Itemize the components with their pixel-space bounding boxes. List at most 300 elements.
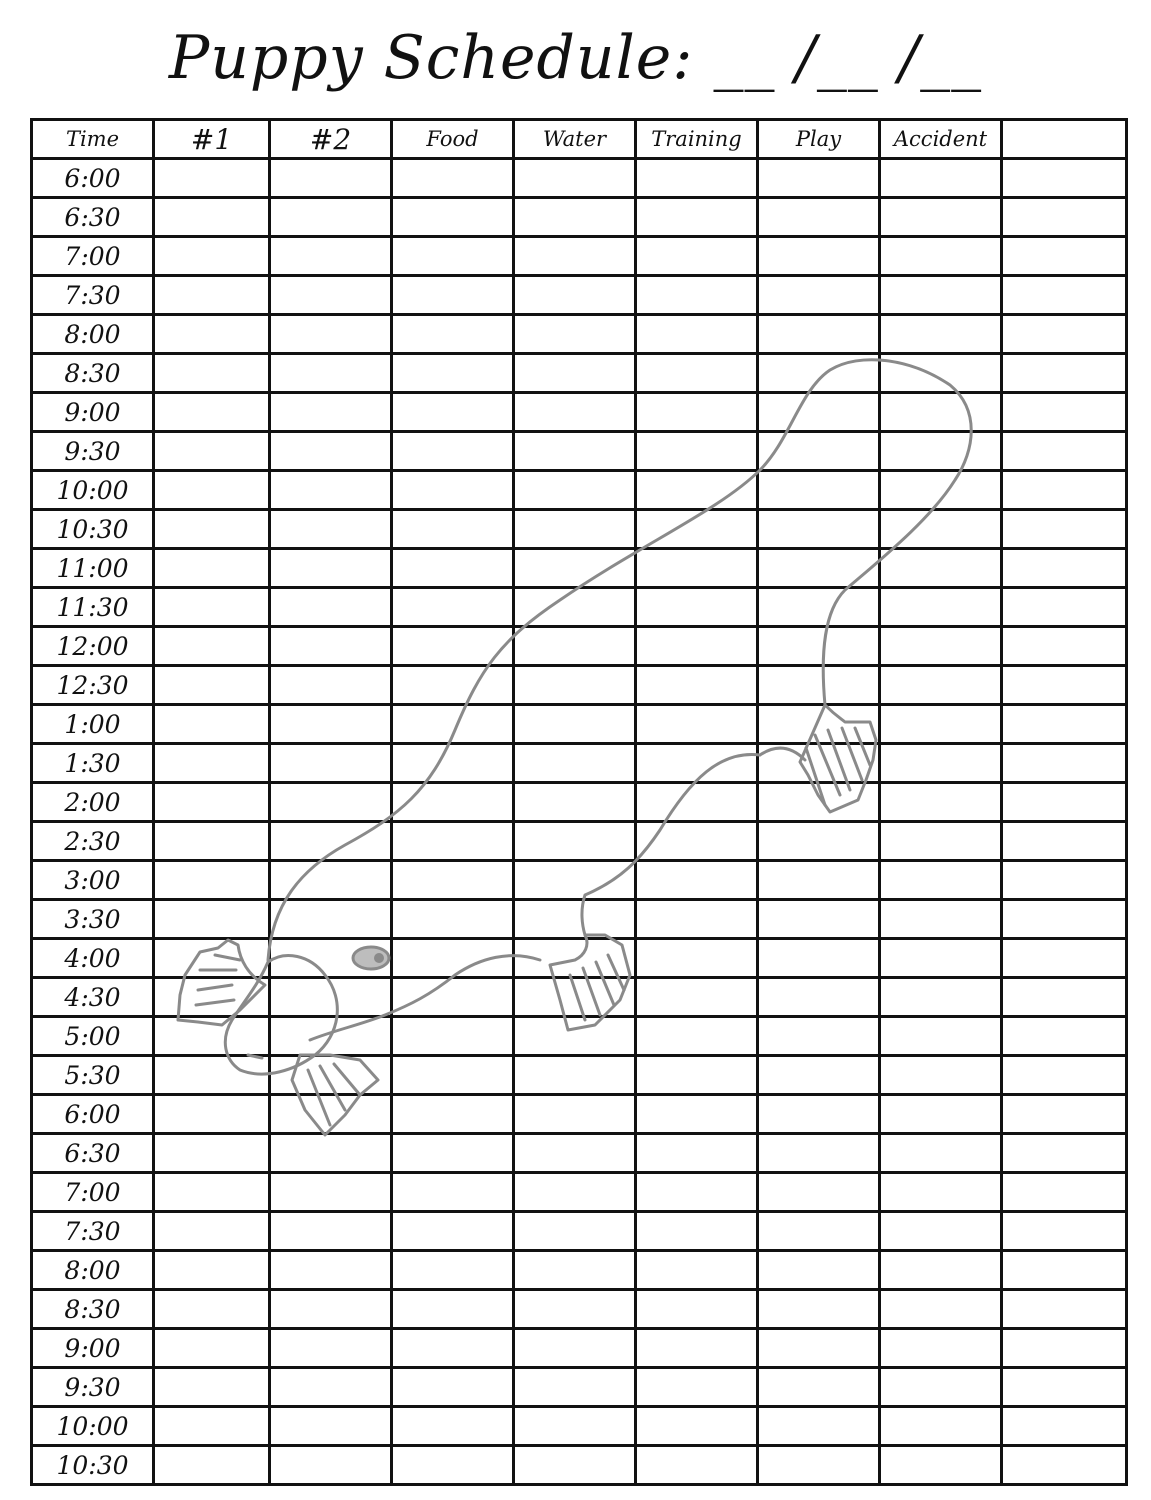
schedule-entry-cell[interactable] [392, 393, 514, 432]
schedule-entry-cell[interactable] [270, 1173, 392, 1212]
schedule-entry-cell[interactable] [270, 1368, 392, 1407]
schedule-entry-cell[interactable] [758, 627, 880, 666]
schedule-entry-cell[interactable] [758, 588, 880, 627]
schedule-entry-cell[interactable] [514, 705, 636, 744]
schedule-entry-cell[interactable] [270, 783, 392, 822]
schedule-entry-cell[interactable] [392, 198, 514, 237]
table-row [32, 705, 1127, 744]
column-header-accident: Accident [880, 120, 1002, 159]
schedule-entry-cell[interactable] [880, 1056, 1002, 1095]
schedule-entry-cell[interactable] [392, 315, 514, 354]
schedule-entry-cell[interactable] [758, 315, 880, 354]
schedule-entry-cell[interactable] [154, 1329, 270, 1368]
schedule-entry-cell[interactable] [154, 393, 270, 432]
table-row [32, 198, 1127, 237]
schedule-entry-cell[interactable] [392, 588, 514, 627]
schedule-entry-cell[interactable] [880, 939, 1002, 978]
schedule-entry-cell[interactable] [154, 1134, 270, 1173]
schedule-entry-cell[interactable] [758, 861, 880, 900]
schedule-entry-cell[interactable] [270, 822, 392, 861]
table-row [32, 1329, 1127, 1368]
schedule-entry-cell[interactable] [392, 744, 514, 783]
schedule-entry-cell[interactable] [392, 1212, 514, 1251]
schedule-entry-cell[interactable] [636, 861, 758, 900]
schedule-entry-cell[interactable] [154, 315, 270, 354]
schedule-entry-cell[interactable] [758, 159, 880, 198]
schedule-entry-cell[interactable] [880, 354, 1002, 393]
schedule-entry-cell[interactable] [270, 354, 392, 393]
schedule-entry-cell[interactable] [880, 315, 1002, 354]
schedule-entry-cell[interactable] [392, 900, 514, 939]
schedule-entry-cell[interactable] [636, 1095, 758, 1134]
schedule-entry-cell[interactable] [758, 198, 880, 237]
schedule-entry-cell[interactable] [514, 1446, 636, 1485]
schedule-entry-cell[interactable] [514, 900, 636, 939]
schedule-entry-cell[interactable] [270, 861, 392, 900]
schedule-entry-cell[interactable] [154, 783, 270, 822]
schedule-entry-cell[interactable] [392, 705, 514, 744]
schedule-entry-cell[interactable] [758, 744, 880, 783]
schedule-entry-cell[interactable] [392, 783, 514, 822]
schedule-entry-cell[interactable] [636, 1290, 758, 1329]
schedule-entry-cell[interactable] [880, 1017, 1002, 1056]
schedule-entry-cell[interactable] [392, 939, 514, 978]
schedule-entry-cell[interactable] [758, 1056, 880, 1095]
column-header-blank [1002, 120, 1127, 159]
schedule-entry-cell[interactable] [154, 627, 270, 666]
schedule-entry-cell[interactable] [758, 237, 880, 276]
schedule-entry-cell[interactable] [758, 393, 880, 432]
schedule-entry-cell[interactable] [270, 1134, 392, 1173]
schedule-entry-cell[interactable] [758, 549, 880, 588]
schedule-entry-cell[interactable] [636, 1212, 758, 1251]
schedule-entry-cell[interactable] [514, 978, 636, 1017]
schedule-entry-cell[interactable] [1002, 822, 1127, 861]
schedule-entry-cell[interactable] [880, 237, 1002, 276]
schedule-entry-cell[interactable] [514, 1290, 636, 1329]
schedule-entry-cell[interactable] [154, 1212, 270, 1251]
schedule-entry-cell[interactable] [514, 1251, 636, 1290]
schedule-entry-cell[interactable] [154, 237, 270, 276]
schedule-entry-cell[interactable] [880, 1368, 1002, 1407]
schedule-entry-cell[interactable] [1002, 1212, 1127, 1251]
schedule-entry-cell[interactable] [392, 432, 514, 471]
schedule-entry-cell[interactable] [514, 315, 636, 354]
schedule-entry-cell[interactable] [514, 1407, 636, 1446]
schedule-entry-cell[interactable] [1002, 1368, 1127, 1407]
schedule-entry-cell[interactable] [392, 549, 514, 588]
schedule-entry-cell[interactable] [154, 432, 270, 471]
schedule-entry-cell[interactable] [1002, 159, 1127, 198]
schedule-entry-cell[interactable] [636, 822, 758, 861]
schedule-entry-cell[interactable] [270, 432, 392, 471]
schedule-entry-cell[interactable] [880, 900, 1002, 939]
schedule-entry-cell[interactable] [880, 1212, 1002, 1251]
schedule-entry-cell[interactable] [636, 510, 758, 549]
schedule-entry-cell[interactable] [514, 1056, 636, 1095]
schedule-entry-cell[interactable] [392, 159, 514, 198]
schedule-entry-cell[interactable] [514, 588, 636, 627]
schedule-entry-cell[interactable] [392, 1251, 514, 1290]
schedule-entry-cell[interactable] [270, 198, 392, 237]
schedule-entry-cell[interactable] [880, 1329, 1002, 1368]
schedule-entry-cell[interactable] [1002, 315, 1127, 354]
schedule-entry-cell[interactable] [758, 1173, 880, 1212]
schedule-entry-cell[interactable] [1002, 1251, 1127, 1290]
schedule-entry-cell[interactable] [392, 354, 514, 393]
schedule-entry-cell[interactable] [154, 1251, 270, 1290]
schedule-entry-cell[interactable] [154, 1290, 270, 1329]
schedule-entry-cell[interactable] [270, 588, 392, 627]
schedule-entry-cell[interactable] [1002, 276, 1127, 315]
schedule-entry-cell[interactable] [270, 1056, 392, 1095]
time-cell: 12:00 [32, 627, 154, 666]
schedule-entry-cell[interactable] [636, 354, 758, 393]
schedule-entry-cell[interactable] [758, 432, 880, 471]
schedule-entry-cell[interactable] [514, 510, 636, 549]
schedule-entry-cell[interactable] [514, 276, 636, 315]
schedule-entry-cell[interactable] [1002, 1134, 1127, 1173]
schedule-entry-cell[interactable] [880, 705, 1002, 744]
schedule-entry-cell[interactable] [1002, 1290, 1127, 1329]
schedule-entry-cell[interactable] [154, 549, 270, 588]
schedule-entry-cell[interactable] [880, 588, 1002, 627]
schedule-entry-cell[interactable] [270, 549, 392, 588]
schedule-entry-cell[interactable] [758, 510, 880, 549]
schedule-entry-cell[interactable] [154, 198, 270, 237]
schedule-entry-cell[interactable] [758, 1134, 880, 1173]
schedule-entry-cell[interactable] [758, 822, 880, 861]
schedule-entry-cell[interactable] [1002, 900, 1127, 939]
schedule-entry-cell[interactable] [636, 1134, 758, 1173]
schedule-entry-cell[interactable] [636, 549, 758, 588]
schedule-entry-cell[interactable] [758, 1095, 880, 1134]
schedule-entry-cell[interactable] [392, 822, 514, 861]
schedule-entry-cell[interactable] [1002, 1017, 1127, 1056]
schedule-entry-cell[interactable] [880, 1407, 1002, 1446]
schedule-entry-cell[interactable] [154, 705, 270, 744]
schedule-entry-cell[interactable] [636, 237, 758, 276]
schedule-entry-cell[interactable] [270, 510, 392, 549]
schedule-entry-cell[interactable] [880, 861, 1002, 900]
schedule-entry-cell[interactable] [758, 1251, 880, 1290]
schedule-entry-cell[interactable] [636, 978, 758, 1017]
schedule-entry-cell[interactable] [636, 315, 758, 354]
schedule-entry-cell[interactable] [880, 432, 1002, 471]
schedule-entry-cell[interactable] [514, 159, 636, 198]
schedule-entry-cell[interactable] [270, 159, 392, 198]
schedule-entry-cell[interactable] [514, 666, 636, 705]
schedule-entry-cell[interactable] [514, 198, 636, 237]
schedule-entry-cell[interactable] [154, 1056, 270, 1095]
schedule-entry-cell[interactable] [880, 666, 1002, 705]
schedule-entry-cell[interactable] [758, 939, 880, 978]
schedule-entry-cell[interactable] [1002, 237, 1127, 276]
header-row [32, 120, 1127, 159]
schedule-entry-cell[interactable] [392, 1056, 514, 1095]
schedule-entry-cell[interactable] [514, 822, 636, 861]
schedule-entry-cell[interactable] [392, 1407, 514, 1446]
schedule-entry-cell[interactable] [270, 705, 392, 744]
schedule-entry-cell[interactable] [636, 900, 758, 939]
schedule-entry-cell[interactable] [392, 237, 514, 276]
schedule-entry-cell[interactable] [880, 549, 1002, 588]
schedule-entry-cell[interactable] [758, 1212, 880, 1251]
schedule-entry-cell[interactable] [270, 315, 392, 354]
table-row [32, 939, 1127, 978]
schedule-entry-cell[interactable] [154, 744, 270, 783]
schedule-entry-cell[interactable] [154, 276, 270, 315]
table-row [32, 354, 1127, 393]
schedule-entry-cell[interactable] [880, 1095, 1002, 1134]
schedule-entry-cell[interactable] [1002, 432, 1127, 471]
schedule-entry-cell[interactable] [154, 159, 270, 198]
schedule-entry-cell[interactable] [758, 900, 880, 939]
schedule-entry-cell[interactable] [514, 1212, 636, 1251]
schedule-entry-cell[interactable] [1002, 588, 1127, 627]
schedule-entry-cell[interactable] [636, 705, 758, 744]
schedule-entry-cell[interactable] [880, 1290, 1002, 1329]
schedule-entry-cell[interactable] [514, 354, 636, 393]
schedule-entry-cell[interactable] [636, 666, 758, 705]
schedule-entry-cell[interactable] [270, 276, 392, 315]
schedule-entry-cell[interactable] [514, 1173, 636, 1212]
schedule-entry-cell[interactable] [154, 1095, 270, 1134]
schedule-entry-cell[interactable] [636, 1329, 758, 1368]
schedule-entry-cell[interactable] [636, 198, 758, 237]
schedule-entry-cell[interactable] [880, 1134, 1002, 1173]
schedule-entry-cell[interactable] [1002, 510, 1127, 549]
schedule-entry-cell[interactable] [636, 1173, 758, 1212]
schedule-entry-cell[interactable] [880, 1251, 1002, 1290]
table-row [32, 549, 1127, 588]
schedule-entry-cell[interactable] [392, 1329, 514, 1368]
schedule-entry-cell[interactable] [392, 510, 514, 549]
schedule-entry-cell[interactable] [636, 939, 758, 978]
schedule-entry-cell[interactable] [514, 627, 636, 666]
schedule-entry-cell[interactable] [392, 1173, 514, 1212]
column-header-number-2: #2 [270, 120, 392, 159]
schedule-entry-cell[interactable] [758, 978, 880, 1017]
time-cell: 6:30 [32, 1134, 154, 1173]
schedule-entry-cell[interactable] [880, 159, 1002, 198]
schedule-entry-cell[interactable] [880, 198, 1002, 237]
schedule-entry-cell[interactable] [636, 1407, 758, 1446]
schedule-entry-cell[interactable] [154, 471, 270, 510]
schedule-entry-cell[interactable] [636, 1017, 758, 1056]
schedule-entry-cell[interactable] [270, 900, 392, 939]
schedule-entry-cell[interactable] [270, 1095, 392, 1134]
schedule-entry-cell[interactable] [154, 354, 270, 393]
schedule-entry-cell[interactable] [636, 471, 758, 510]
schedule-entry-cell[interactable] [392, 978, 514, 1017]
table-row [32, 978, 1127, 1017]
table-row [32, 627, 1127, 666]
schedule-entry-cell[interactable] [154, 861, 270, 900]
schedule-entry-cell[interactable] [270, 627, 392, 666]
schedule-entry-cell[interactable] [758, 783, 880, 822]
schedule-entry-cell[interactable] [1002, 744, 1127, 783]
table-row [32, 666, 1127, 705]
schedule-entry-cell[interactable] [270, 744, 392, 783]
schedule-entry-cell[interactable] [270, 1017, 392, 1056]
schedule-entry-cell[interactable] [270, 666, 392, 705]
schedule-entry-cell[interactable] [392, 1134, 514, 1173]
schedule-entry-cell[interactable] [758, 666, 880, 705]
schedule-entry-cell[interactable] [154, 666, 270, 705]
schedule-entry-cell[interactable] [270, 1251, 392, 1290]
schedule-entry-cell[interactable] [270, 978, 392, 1017]
schedule-entry-cell[interactable] [758, 1446, 880, 1485]
schedule-entry-cell[interactable] [392, 471, 514, 510]
schedule-entry-cell[interactable] [1002, 1056, 1127, 1095]
schedule-entry-cell[interactable] [154, 588, 270, 627]
schedule-entry-cell[interactable] [1002, 666, 1127, 705]
schedule-entry-cell[interactable] [758, 471, 880, 510]
schedule-entry-cell[interactable] [270, 237, 392, 276]
schedule-entry-cell[interactable] [270, 1329, 392, 1368]
schedule-entry-cell[interactable] [880, 393, 1002, 432]
schedule-entry-cell[interactable] [636, 1056, 758, 1095]
schedule-entry-cell[interactable] [1002, 1407, 1127, 1446]
schedule-entry-cell[interactable] [880, 276, 1002, 315]
schedule-entry-cell[interactable] [880, 822, 1002, 861]
schedule-entry-cell[interactable] [392, 666, 514, 705]
schedule-entry-cell[interactable] [880, 627, 1002, 666]
schedule-entry-cell[interactable] [270, 393, 392, 432]
schedule-entry-cell[interactable] [1002, 393, 1127, 432]
table-row [32, 1056, 1127, 1095]
schedule-entry-cell[interactable] [636, 159, 758, 198]
schedule-entry-cell[interactable] [880, 783, 1002, 822]
schedule-entry-cell[interactable] [1002, 198, 1127, 237]
schedule-entry-cell[interactable] [270, 471, 392, 510]
schedule-entry-cell[interactable] [758, 1407, 880, 1446]
schedule-entry-cell[interactable] [636, 393, 758, 432]
schedule-entry-cell[interactable] [154, 978, 270, 1017]
column-header-time: Time [32, 120, 154, 159]
schedule-entry-cell[interactable] [1002, 783, 1127, 822]
schedule-entry-cell[interactable] [514, 1134, 636, 1173]
time-cell: 8:30 [32, 354, 154, 393]
schedule-entry-cell[interactable] [154, 1017, 270, 1056]
schedule-entry-cell[interactable] [758, 276, 880, 315]
schedule-entry-cell[interactable] [270, 1446, 392, 1485]
schedule-entry-cell[interactable] [514, 783, 636, 822]
schedule-entry-cell[interactable] [392, 1290, 514, 1329]
schedule-entry-cell[interactable] [758, 1368, 880, 1407]
schedule-entry-cell[interactable] [514, 939, 636, 978]
time-cell: 8:00 [32, 1251, 154, 1290]
schedule-entry-cell[interactable] [1002, 939, 1127, 978]
schedule-entry-cell[interactable] [154, 1446, 270, 1485]
schedule-entry-cell[interactable] [636, 627, 758, 666]
schedule-entry-cell[interactable] [154, 510, 270, 549]
time-cell: 2:00 [32, 783, 154, 822]
schedule-entry-cell[interactable] [154, 822, 270, 861]
schedule-entry-cell[interactable] [1002, 1446, 1127, 1485]
schedule-entry-cell[interactable] [392, 276, 514, 315]
schedule-entry-cell[interactable] [270, 1290, 392, 1329]
schedule-entry-cell[interactable] [636, 1251, 758, 1290]
schedule-entry-cell[interactable] [514, 471, 636, 510]
schedule-entry-cell[interactable] [392, 861, 514, 900]
table-row [32, 432, 1127, 471]
time-cell: 1:30 [32, 744, 154, 783]
schedule-entry-cell[interactable] [270, 1407, 392, 1446]
schedule-entry-cell[interactable] [514, 1368, 636, 1407]
schedule-entry-cell[interactable] [514, 237, 636, 276]
schedule-entry-cell[interactable] [636, 1446, 758, 1485]
schedule-entry-cell[interactable] [270, 1212, 392, 1251]
schedule-entry-cell[interactable] [636, 744, 758, 783]
schedule-entry-cell[interactable] [758, 1329, 880, 1368]
schedule-entry-cell[interactable] [636, 588, 758, 627]
schedule-entry-cell[interactable] [514, 393, 636, 432]
table-row [32, 1290, 1127, 1329]
table-row [32, 1407, 1127, 1446]
schedule-entry-cell[interactable] [880, 978, 1002, 1017]
schedule-entry-cell[interactable] [1002, 471, 1127, 510]
schedule-entry-cell[interactable] [880, 1173, 1002, 1212]
schedule-entry-cell[interactable] [392, 1017, 514, 1056]
schedule-entry-cell[interactable] [514, 1017, 636, 1056]
schedule-entry-cell[interactable] [514, 1095, 636, 1134]
schedule-entry-cell[interactable] [758, 354, 880, 393]
schedule-entry-cell[interactable] [270, 939, 392, 978]
schedule-entry-cell[interactable] [514, 432, 636, 471]
schedule-entry-cell[interactable] [880, 510, 1002, 549]
schedule-entry-cell[interactable] [1002, 627, 1127, 666]
page-title: Puppy Schedule: __ /__ /__ [168, 23, 983, 93]
schedule-entry-cell[interactable] [636, 1368, 758, 1407]
schedule-entry-cell[interactable] [1002, 354, 1127, 393]
schedule-entry-cell[interactable] [154, 1368, 270, 1407]
schedule-entry-cell[interactable] [1002, 549, 1127, 588]
schedule-entry-cell[interactable] [514, 744, 636, 783]
column-header-play: Play [758, 120, 880, 159]
schedule-entry-cell[interactable] [1002, 1329, 1127, 1368]
schedule-entry-cell[interactable] [1002, 978, 1127, 1017]
schedule-entry-cell[interactable] [154, 1173, 270, 1212]
schedule-entry-cell[interactable] [880, 471, 1002, 510]
schedule-entry-cell[interactable] [636, 783, 758, 822]
schedule-entry-cell[interactable] [636, 432, 758, 471]
schedule-entry-cell[interactable] [880, 744, 1002, 783]
schedule-entry-cell[interactable] [1002, 1173, 1127, 1212]
schedule-entry-cell[interactable] [1002, 1095, 1127, 1134]
schedule-entry-cell[interactable] [636, 276, 758, 315]
schedule-entry-cell[interactable] [514, 549, 636, 588]
schedule-entry-cell[interactable] [392, 1368, 514, 1407]
schedule-entry-cell[interactable] [1002, 705, 1127, 744]
schedule-entry-cell[interactable] [392, 627, 514, 666]
table-row [32, 783, 1127, 822]
schedule-entry-cell[interactable] [154, 900, 270, 939]
schedule-entry-cell[interactable] [154, 1407, 270, 1446]
schedule-entry-cell[interactable] [514, 1329, 636, 1368]
schedule-entry-cell[interactable] [758, 1290, 880, 1329]
schedule-entry-cell[interactable] [154, 939, 270, 978]
schedule-entry-cell[interactable] [1002, 861, 1127, 900]
schedule-body [32, 159, 1127, 1485]
schedule-entry-cell[interactable] [514, 861, 636, 900]
schedule-entry-cell[interactable] [758, 705, 880, 744]
schedule-entry-cell[interactable] [392, 1095, 514, 1134]
schedule-entry-cell[interactable] [392, 1446, 514, 1485]
schedule-entry-cell[interactable] [758, 1017, 880, 1056]
schedule-entry-cell[interactable] [880, 1446, 1002, 1485]
